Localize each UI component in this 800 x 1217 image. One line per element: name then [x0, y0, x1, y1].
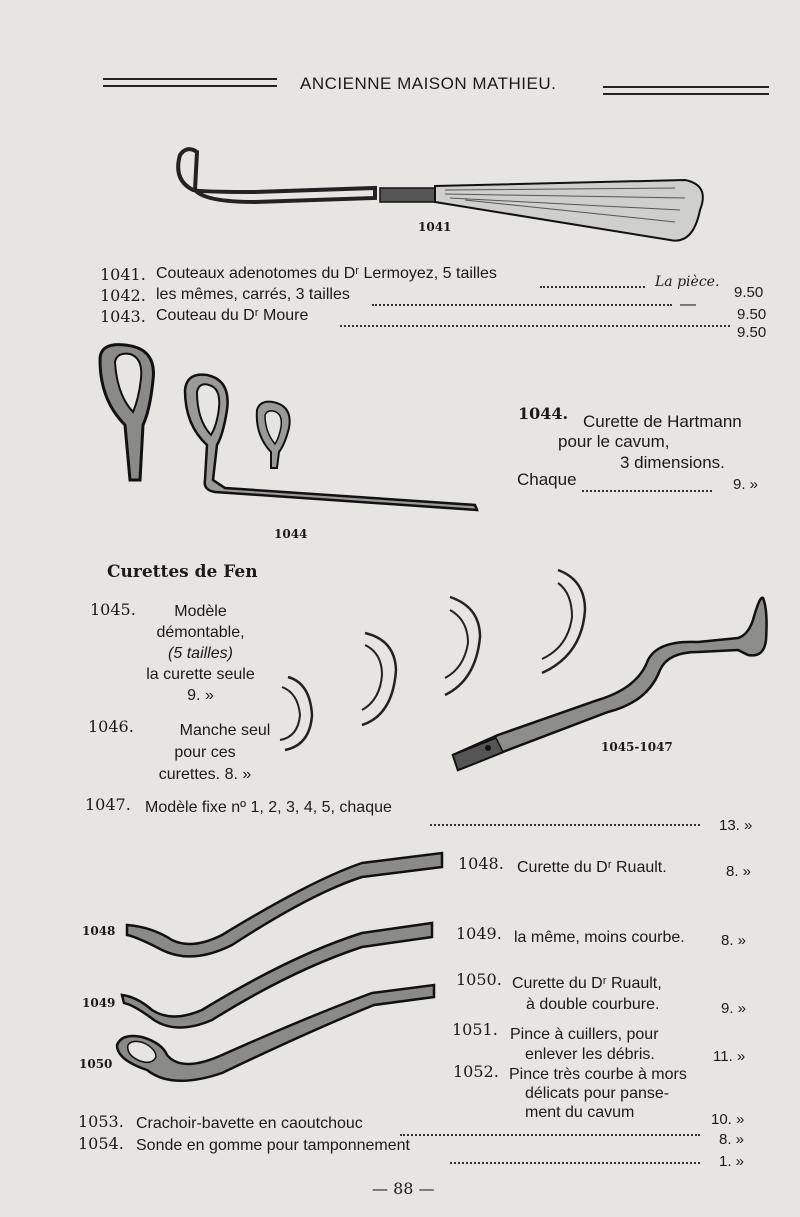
- leader-1047: [430, 824, 700, 826]
- item-number-1049: 1049.: [456, 924, 502, 943]
- item-1046-block: [135, 720, 275, 786]
- figure-label-1050: 1050: [79, 1057, 113, 1071]
- leader-1041: [540, 286, 645, 288]
- item-text-1049: la même, moins courbe.: [514, 929, 685, 946]
- item-1050-l2: à double courbure.: [526, 996, 660, 1013]
- hartmann-curette-illustration: [95, 340, 490, 525]
- item-number-1044: 1044.: [518, 404, 569, 423]
- figure-label-1048: 1048: [82, 924, 116, 938]
- ruault-curettes-illustration: [112, 845, 447, 1090]
- header-rule-left: [103, 78, 277, 87]
- item-number-1054: 1054.: [78, 1134, 124, 1153]
- item-number-1052: 1052.: [453, 1062, 499, 1081]
- item-text-1053: Crachoir-bavette en caoutchouc: [136, 1115, 363, 1132]
- item-1044-line4: Chaque: [517, 470, 577, 489]
- price-1048: 8. »: [726, 863, 752, 880]
- header-rule-right: [603, 86, 769, 95]
- item-1046-l3-row: [135, 764, 275, 786]
- item-1045-l3: (5 tailles): [168, 645, 233, 662]
- item-1045-l1: Modèle: [174, 603, 227, 620]
- unit-1042: —: [680, 296, 696, 313]
- item-1045-l5: 9. »: [187, 687, 214, 704]
- item-text-1041: Couteaux adenotomes du Dʳ Lermoyez, 5 tailles: [156, 265, 497, 282]
- item-1050-l1: Curette du Dʳ Ruault,: [512, 975, 662, 992]
- leader-1044: [582, 490, 712, 492]
- price-1046: 8. »: [224, 766, 252, 783]
- leader-1042: [372, 304, 672, 306]
- figure-label-1041: 1041: [418, 220, 452, 234]
- price-1053: 8. »: [719, 1131, 745, 1148]
- item-text-1042: les mêmes, carrés, 3 tailles: [156, 286, 350, 303]
- leader-1054: [450, 1162, 700, 1164]
- price-1054: 1. »: [719, 1153, 745, 1170]
- item-number-1051: 1051.: [452, 1020, 498, 1039]
- figure-label-1045-1047: 1045-1047: [601, 740, 673, 754]
- item-number-1042: 1042.: [100, 286, 146, 305]
- price-1049: 8. »: [721, 932, 747, 949]
- price-1047: 13. »: [719, 817, 753, 834]
- item-1046-l3: curettes.: [158, 766, 221, 783]
- item-number-1050: 1050.: [456, 970, 502, 989]
- item-1046-l2: pour ces: [174, 744, 236, 761]
- price-1052: 10. »: [711, 1111, 745, 1128]
- item-1051-l1: Pince à cuillers, pour: [510, 1026, 659, 1043]
- page-header: ANCIENNE MAISON MATHIEU.: [300, 74, 557, 93]
- item-number-1045: 1045.: [90, 600, 136, 619]
- figure-label-1044: 1044: [274, 527, 308, 541]
- price-1050: 9. »: [721, 1000, 747, 1017]
- item-1046-l1: Manche seul: [179, 722, 271, 739]
- item-number-1048: 1048.: [458, 854, 504, 873]
- item-1044-line3: 3 dimensions.: [620, 453, 725, 472]
- item-number-1053: 1053.: [78, 1112, 124, 1131]
- item-number-1041: 1041.: [100, 265, 146, 284]
- item-number-1047: 1047.: [85, 795, 131, 814]
- item-text-1043: Couteau du Dʳ Moure: [156, 307, 309, 324]
- price-1051: 11. »: [713, 1048, 746, 1065]
- page-number: — 88 —: [372, 1179, 435, 1198]
- price-1042: 9.50: [737, 306, 767, 323]
- leader-1053: [400, 1134, 700, 1136]
- item-1052-l1: Pince très courbe à mors: [509, 1066, 687, 1083]
- leader-1043: [340, 325, 730, 327]
- item-text-1048: Curette du Dʳ Ruault.: [517, 859, 667, 876]
- item-text-1054: Sonde en gomme pour tamponnement: [136, 1137, 410, 1154]
- item-1051-l2: enlever les débris.: [525, 1046, 655, 1063]
- item-1045-l4: la curette seule: [146, 666, 255, 683]
- item-1052-l2: délicats pour panse-: [525, 1085, 670, 1102]
- item-1044-line1: Curette de Hartmann: [583, 412, 742, 431]
- price-1043: 9.50: [737, 324, 767, 341]
- section-title: Curettes de Fen: [107, 562, 258, 582]
- price-1044: 9. »: [733, 476, 759, 493]
- item-text-1047: Modèle fixe nº 1, 2, 3, 4, 5, chaque: [145, 799, 392, 816]
- item-1045-l2: démontable,: [156, 624, 245, 641]
- figure-label-1049: 1049: [82, 996, 116, 1010]
- item-1045-block: [128, 601, 273, 706]
- item-1044-line2: pour le cavum,: [558, 432, 670, 451]
- item-1052-l3: ment du cavum: [525, 1104, 635, 1121]
- item-number-1043: 1043.: [100, 307, 146, 326]
- unit-1041: La pièce.: [655, 274, 720, 290]
- price-1041: 9.50: [734, 284, 764, 301]
- item-number-1046: 1046.: [88, 717, 134, 736]
